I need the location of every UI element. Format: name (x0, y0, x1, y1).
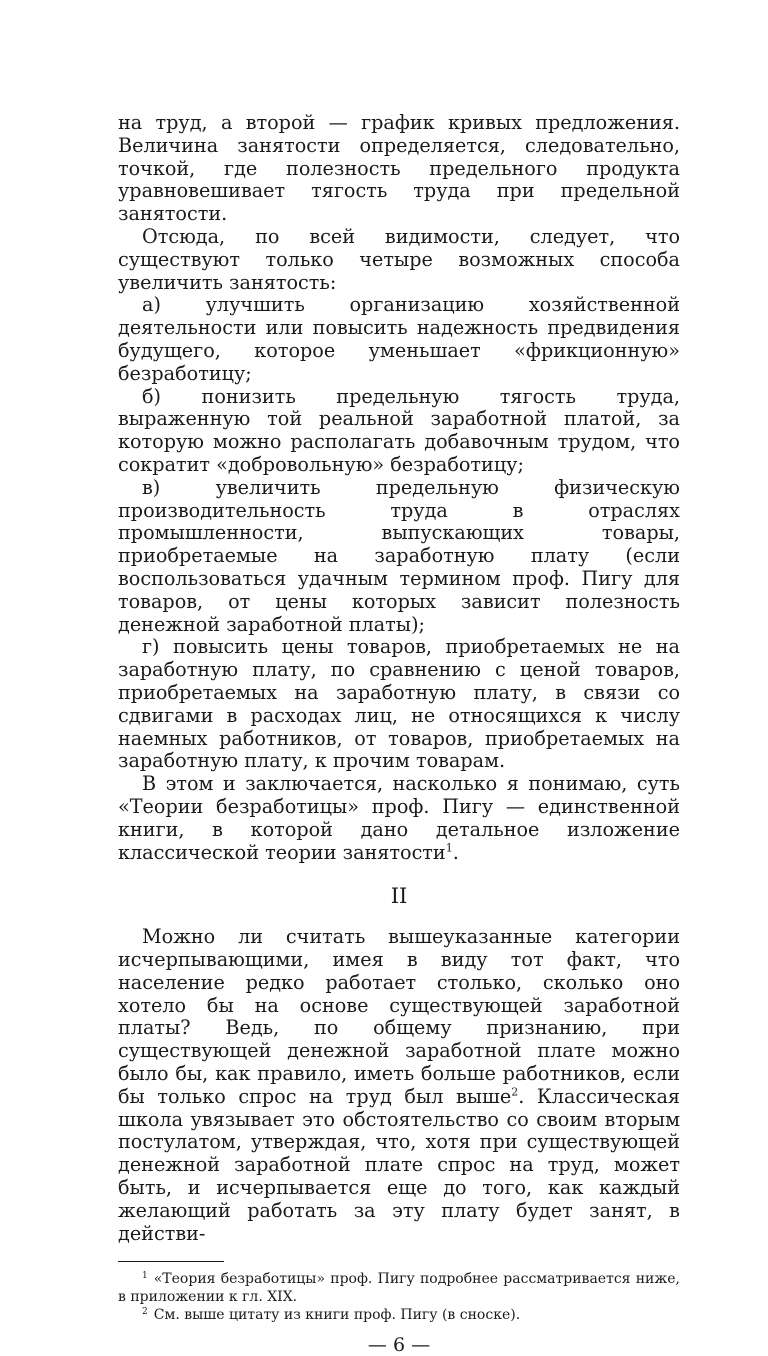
paragraph-method-g: г) повысить цены товаров, приобретаемых не на заработную плату, по сравнению с ценой товаров, приобретаемых на заработную плату, в связи со сдвигами в расходах лиц, не относящихся к числу наемных работников, от товаров, приобретаемых на заработную плату, к прочим товарам. (118, 635, 680, 773)
page-number: — 6 — (367, 1334, 431, 1356)
footnote-ref-1[interactable]: 1 (445, 841, 453, 855)
paragraph-text: Можно ли считать вышеуказанные категории исчерпывающими, имея в виду тот факт, что население редко работает столько, сколько оно хотело бы на основе существующей заработной платы? Ведь, по общему признанию, при существующей денежной заработной плате можно было бы, как правило, иметь больше работников, если бы только спрос на труд был выше (118, 925, 680, 1108)
footnote-text: «Теория безработицы» проф. Пигу подробнее рассматривается ниже, в приложении к гл. XIX. (118, 1271, 680, 1306)
paragraph-method-b: б) понизить предельную тягость труда, выраженную той реальной заработной платой, за которую можно располагать добавочным трудом, что сократит «добровольную» безработицу; (118, 384, 680, 476)
book-page (118, 112, 680, 1356)
footnote-1 (118, 1270, 680, 1306)
footnote-marker: 2 (142, 1306, 148, 1317)
footnote-text: См. выше цитату из книги проф. Пигу (в сноске). (153, 1307, 521, 1324)
paragraph-method-v: в) увеличить предельную физическую производительность труда в отраслях промышленности, выпускающих товары, приобретаемые на заработную плату (если воспользоваться удачным термином проф. Пигу для товаров, от цены которых зависит полезность денежной заработной платы); (118, 475, 680, 636)
section-heading: II (390, 884, 408, 909)
footnote-marker: 1 (142, 1270, 148, 1281)
footnote-ref-2[interactable]: 2 (511, 1085, 519, 1099)
paragraph-text: В этом и заключается, насколько я понимаю, суть «Теории безработицы» проф. Пигу — единственной книги, в которой дано детальное изложение классической теории занятости (118, 772, 680, 864)
paragraph-tail: . (452, 840, 459, 864)
paragraph-methods-intro: Отсюда, по всей видимости, следует, что существуют только четыре возможных способа увеличить занятость: (118, 224, 680, 294)
footnote-2 (118, 1306, 680, 1324)
paragraph-continuation: на труд, а второй — график кривых предложения. Величина занятости определяется, следовательно, точкой, где полезность предельного продукта уравновешивает тягость труда при предельной занятости. (118, 111, 680, 226)
paragraph-method-a: а) улучшить организацию хозяйственной деятельности или повысить надежность предвидения будущего, которое уменьшает «фрикционную» безработицу; (118, 293, 680, 385)
paragraph-section-two (118, 926, 680, 1245)
paragraph-pigou-summary (118, 773, 680, 864)
footnote-divider (118, 1261, 224, 1262)
paragraph-tail: . Классическая школа увязывает это обстоятельство со своим вторым постулатом, утверждая, что, хотя при существующей денежной заработной плате спрос на труд, может быть, и исчерпывается еще до того, как каждый желающий работать за эту плату будет занят, в действи- (118, 1084, 681, 1245)
